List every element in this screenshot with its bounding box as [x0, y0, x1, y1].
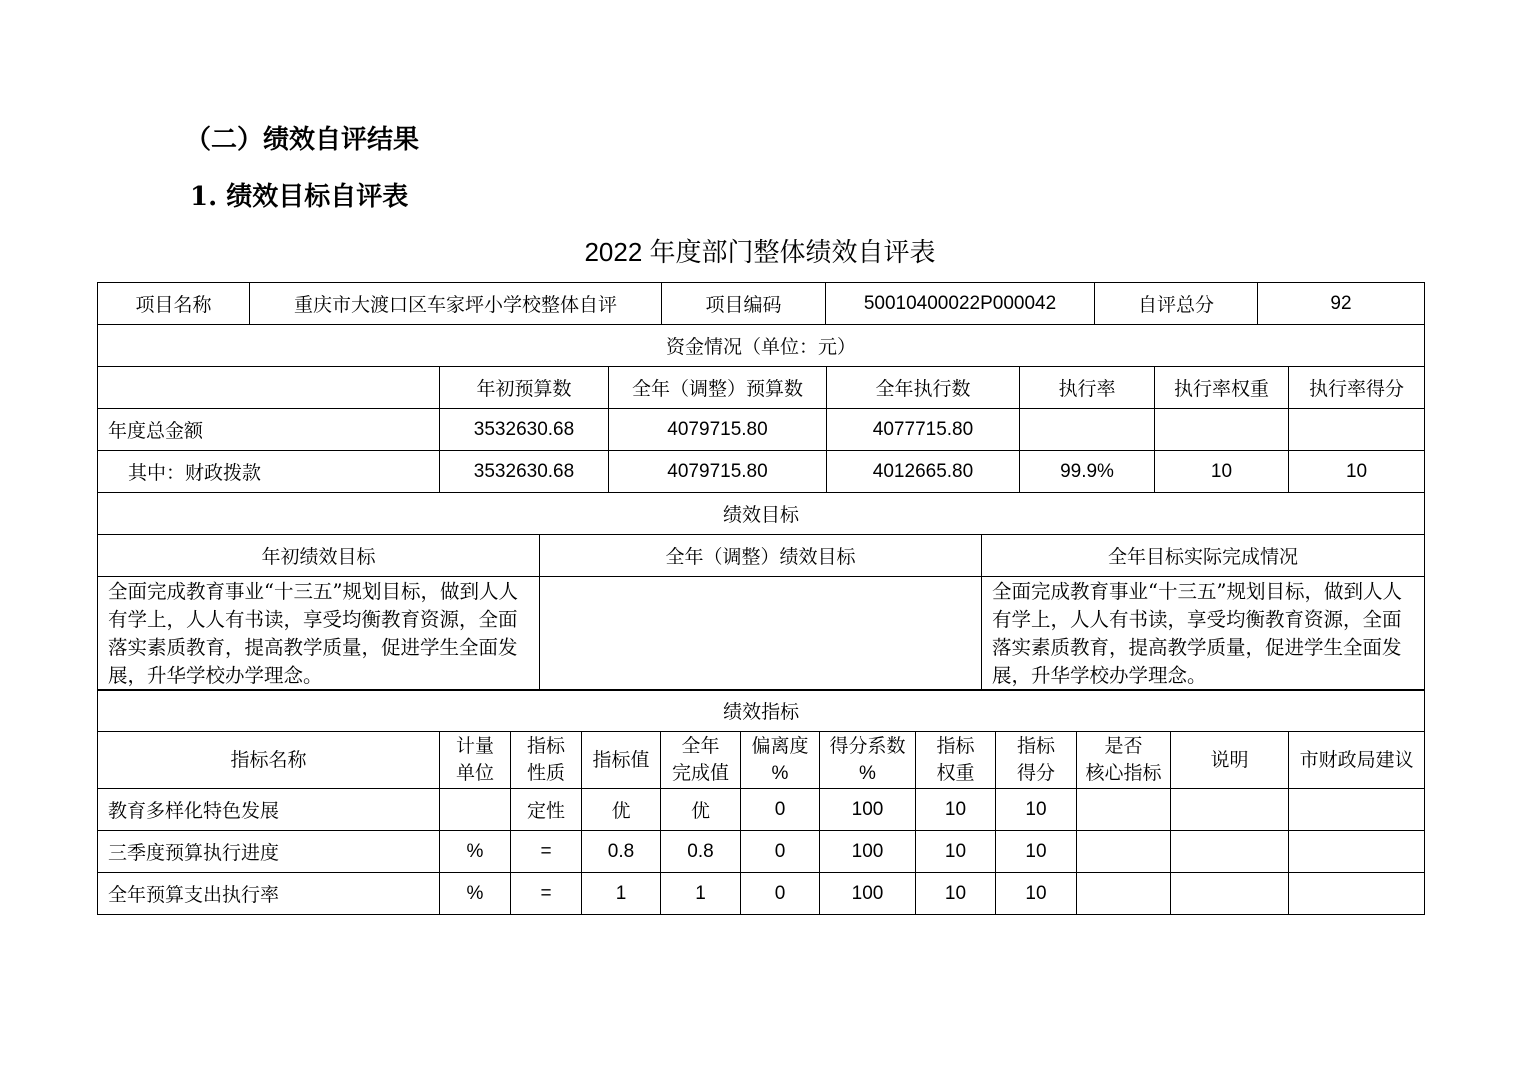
funds-cell — [1020, 409, 1155, 451]
ind-cell — [1289, 873, 1425, 915]
goal-adjusted-text — [540, 577, 982, 691]
funds-table — [97, 324, 1425, 493]
ind-header-target — [582, 732, 661, 789]
ind-cell: 10 — [996, 831, 1077, 873]
ind-cell: = — [511, 831, 582, 873]
funds-cell — [1155, 409, 1289, 451]
ind-cell: 优 — [661, 789, 741, 831]
ind-header-nature-l1: 指标 — [526, 735, 565, 757]
ind-cell: = — [511, 873, 582, 915]
funds-cell: 4079715.80 — [609, 451, 827, 493]
goals-table — [97, 492, 1425, 691]
ind-name: 全年预算支出执行率 — [98, 873, 440, 915]
ind-header-unit-l2: 单位 — [455, 762, 494, 784]
ind-header-nature-l2: 性质 — [526, 762, 565, 784]
funds-row-fiscal — [98, 451, 1425, 493]
ind-header-deviation-l2: % — [771, 763, 789, 784]
ind-header-score-l2: 得分 — [1016, 762, 1055, 784]
ind-header-coefficient-l2: % — [859, 763, 876, 784]
goals-header-row — [98, 535, 1425, 577]
subsection-heading: 1. 绩效目标自评表 — [190, 182, 409, 212]
goals-content-row — [98, 577, 1425, 691]
section-heading: （二）绩效自评结果 — [185, 125, 420, 155]
ind-cell — [1077, 831, 1171, 873]
project-name-value: 重庆市大渡口区车家坪小学校整体自评 — [250, 283, 662, 325]
ind-cell: 10 — [916, 873, 996, 915]
ind-cell: 1 — [582, 873, 661, 915]
funds-header-rate: 执行率 — [1020, 367, 1155, 409]
ind-cell — [1171, 873, 1289, 915]
funds-cell — [1289, 409, 1425, 451]
ind-cell: 100 — [820, 789, 916, 831]
funds-cell: 10 — [1155, 451, 1289, 493]
ind-cell: 0.8 — [582, 831, 661, 873]
ind-name: 教育多样化特色发展 — [98, 789, 440, 831]
ind-cell: 0 — [741, 873, 820, 915]
ind-cell: 0.8 — [661, 831, 741, 873]
ind-cell: 10 — [996, 873, 1077, 915]
funds-header-rate-score: 执行率得分 — [1289, 367, 1425, 409]
ind-header-coefficient — [820, 732, 916, 789]
ind-header-completed — [661, 732, 741, 789]
ind-cell: 定性 — [511, 789, 582, 831]
ind-cell — [1077, 873, 1171, 915]
funds-header-initial-budget: 年初预算数 — [440, 367, 609, 409]
funds-section-label: 资金情况（单位：元） — [98, 325, 1425, 367]
funds-cell: 4077715.80 — [827, 409, 1020, 451]
ind-cell — [1289, 789, 1425, 831]
ind-cell — [1171, 831, 1289, 873]
ind-cell: 100 — [820, 831, 916, 873]
funds-header-row — [98, 367, 1425, 409]
funds-header-empty — [98, 367, 440, 409]
goal-initial-text: 全面完成教育事业“十三五”规划目标，做到人人有学上，人人有书读，享受均衡教育资源，全面落实素质教育，提高教学质量，促进学生全面发展，升华学校办学理念。 — [98, 577, 540, 691]
project-name-label: 项目名称 — [98, 283, 250, 325]
ind-header-name-text: 指标名称 — [230, 748, 307, 771]
table-title: 2022 年度部门整体绩效自评表 — [584, 237, 936, 267]
ind-header-coefficient-l1: 得分系数 — [829, 735, 906, 757]
ind-cell: 10 — [916, 831, 996, 873]
ind-header-nature — [511, 732, 582, 789]
ind-header-core — [1077, 732, 1171, 789]
indicators-section-label: 绩效指标 — [98, 690, 1425, 732]
ind-header-target-text: 指标值 — [592, 748, 650, 771]
ind-header-completed-l1: 全年 — [681, 735, 720, 757]
ind-cell — [1077, 789, 1171, 831]
project-info-table — [97, 282, 1425, 325]
ind-cell: 优 — [582, 789, 661, 831]
indicators-table — [97, 689, 1425, 915]
ind-cell — [1289, 831, 1425, 873]
ind-header-deviation — [741, 732, 820, 789]
score-value: 92 — [1258, 283, 1425, 325]
ind-cell: % — [440, 831, 511, 873]
ind-header-note — [1171, 732, 1289, 789]
goals-header-adjusted: 全年（调整）绩效目标 — [540, 535, 982, 577]
ind-header-score — [996, 732, 1077, 789]
ind-header-unit — [440, 732, 511, 789]
funds-cell: 4079715.80 — [609, 409, 827, 451]
goals-header-actual: 全年目标实际完成情况 — [982, 535, 1425, 577]
goal-actual-text: 全面完成教育事业“十三五”规划目标，做到人人有学上，人人有书读，享受均衡教育资源，全面落实素质教育，提高教学质量，促进学生全面发展，升华学校办学理念。 — [982, 577, 1425, 691]
ind-header-weight — [916, 732, 996, 789]
ind-header-suggestion-text: 市财政局建议 — [1299, 748, 1414, 771]
ind-header-core-l1: 是否 — [1104, 735, 1143, 757]
score-label: 自评总分 — [1095, 283, 1258, 325]
ind-header-deviation-l1: 偏离度 — [751, 735, 809, 757]
project-code-label: 项目编码 — [662, 283, 826, 325]
ind-cell — [1171, 789, 1289, 831]
ind-header-core-l2: 核心指标 — [1085, 762, 1162, 784]
ind-header-weight-l2: 权重 — [936, 762, 975, 784]
goals-header-initial: 年初绩效目标 — [98, 535, 540, 577]
funds-row-label: 其中：财政拨款 — [98, 451, 440, 493]
goals-section-label: 绩效目标 — [98, 493, 1425, 535]
ind-cell: % — [440, 873, 511, 915]
ind-header-score-l1: 指标 — [1016, 735, 1055, 757]
ind-cell: 100 — [820, 873, 916, 915]
ind-header-unit-l1: 计量 — [455, 735, 494, 757]
ind-cell: 10 — [916, 789, 996, 831]
ind-name: 三季度预算执行进度 — [98, 831, 440, 873]
ind-header-suggestion — [1289, 732, 1425, 789]
funds-header-executed: 全年执行数 — [827, 367, 1020, 409]
funds-cell: 4012665.80 — [827, 451, 1020, 493]
ind-cell: 10 — [996, 789, 1077, 831]
table-row — [98, 789, 1425, 831]
funds-header-rate-weight: 执行率权重 — [1155, 367, 1289, 409]
funds-cell: 3532630.68 — [440, 451, 609, 493]
table-row — [98, 831, 1425, 873]
ind-header-weight-l1: 指标 — [936, 735, 975, 757]
ind-header-completed-l2: 完成值 — [671, 762, 729, 784]
funds-cell: 99.9% — [1020, 451, 1155, 493]
ind-header-name — [98, 732, 440, 789]
funds-cell: 10 — [1289, 451, 1425, 493]
indicators-header-row — [98, 732, 1425, 789]
ind-cell: 1 — [661, 873, 741, 915]
funds-row-label: 年度总金额 — [98, 409, 440, 451]
funds-row-total — [98, 409, 1425, 451]
ind-cell: 0 — [741, 831, 820, 873]
ind-header-note-text: 说明 — [1210, 748, 1249, 771]
ind-cell — [440, 789, 511, 831]
ind-cell: 0 — [741, 789, 820, 831]
table-row — [98, 873, 1425, 915]
funds-header-adjusted-budget: 全年（调整）预算数 — [609, 367, 827, 409]
project-code-value: 50010400022P000042 — [826, 283, 1095, 325]
funds-cell: 3532630.68 — [440, 409, 609, 451]
